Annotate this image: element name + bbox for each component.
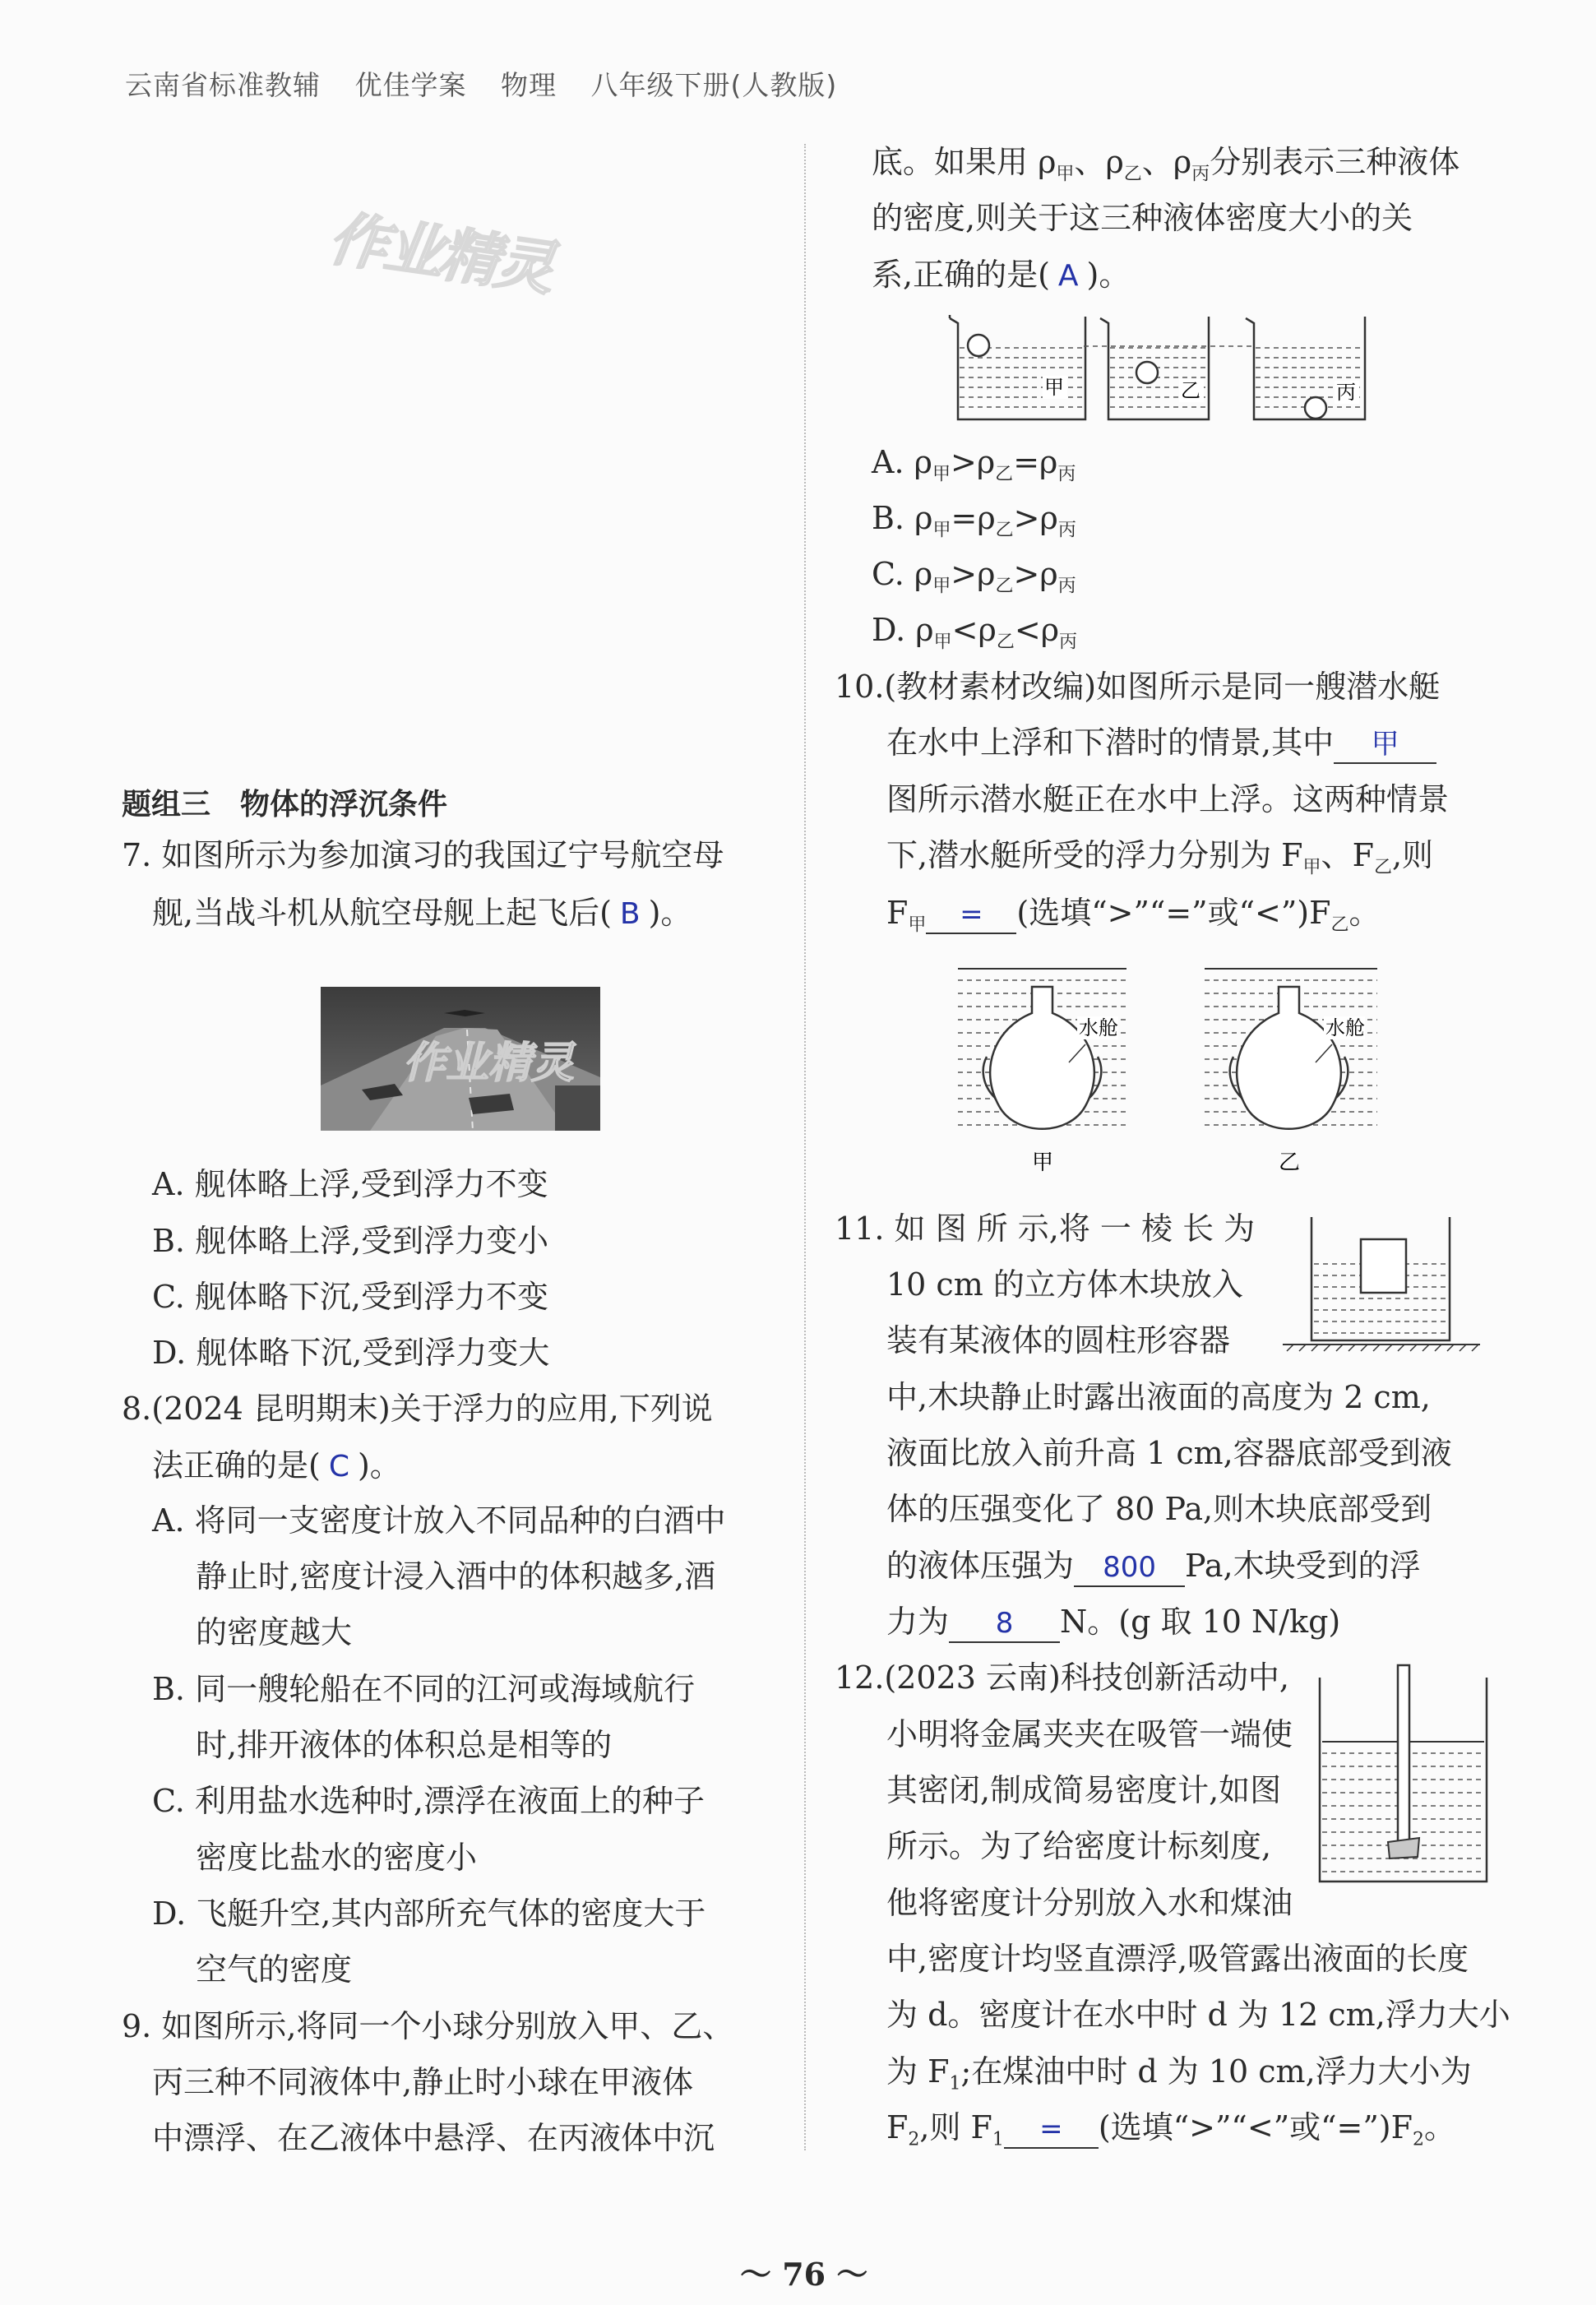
q7-option-a: A. 舰体略上浮,受到浮力不变 [152,1166,548,1202]
q9-option-d: D. $\rho_甲<\rho_乙<\rho_丙$ [872,612,1078,653]
q8-option-d-line1: D. 飞艇升空,其内部所充气体的密度大于 [152,1895,706,1932]
q8-option-a-line2: 静止时,密度计浸入酒中的体积越多,酒 [196,1558,716,1595]
running-header [125,64,862,103]
q10-stem-line4: 下,潜水艇所受的浮力分别为 $F_甲$、$F_乙$,则 [886,837,1434,878]
section-title: 题组三 物体的浮沉条件 [122,788,448,822]
submarine-label-jia: 甲 [1032,1150,1054,1175]
q8-answer: C [328,1450,349,1483]
q12-stem-line1: 12.(2023 云南)科技创新活动中, [835,1659,1289,1696]
carrier-photo [321,987,600,1131]
q10-stem-line2: 在水中上浮和下潜时的情景,其中 甲 [886,720,1436,765]
q12-stem-line3: 其密闭,制成简易密度计,如图 [886,1772,1282,1808]
density-meter-figure [1316,1661,1492,1887]
q12-stem-line4: 所示。为了给密度计标刻度, [886,1828,1272,1864]
q8-option-c-line2: 密度比盐水的密度小 [196,1840,478,1876]
beaker-label-bing: 丙 [1336,381,1356,404]
q12-stem-line6: 中,密度计均竖直漂浮,吸管露出液面的长度 [886,1941,1469,1977]
beakers-figure [946,308,1373,428]
q8-option-d-line2: 空气的密度 [196,1951,353,1988]
q11-stem-line8: 力为 8 N。(g 取 10 N/kg) [886,1599,1340,1644]
beaker-label-yi: 乙 [1181,379,1200,402]
q8-option-b-line2: 时,排开液体的体积总是相等的 [196,1727,613,1763]
q7-stem-line1: 7. 如图所示为参加演习的我国辽宁号航空母 [122,837,724,873]
q8-stem-line1: 8.(2024 昆明期末)关于浮力的应用,下列说 [122,1391,713,1427]
q9-stem-line5: 的密度,则关于这三种液体密度大小的关 [872,200,1413,236]
q7-stem-line2: 舰,当战斗机从航空母舰上起飞后( B )。 [152,895,692,931]
wood-block-figure [1279,1213,1484,1357]
q7-answer: B [619,897,641,931]
q9-option-a: A. $\rho_甲>\rho_乙=\rho_丙$ [872,444,1076,485]
q8-option-b-line1: B. 同一艘轮船在不同的江河或海域航行 [152,1671,696,1707]
q9-stem-line2: 丙三种不同液体中,静止时小球在甲液体 [152,2064,694,2100]
q11-stem-line2: 10 cm 的立方体木块放入 [886,1266,1243,1303]
q12-stem-line7: 为 d。密度计在水中时 d 为 12 cm,浮力大小 [886,1997,1510,2033]
q9-stem-line4: 底。如果用 $\rho_甲$、$\rho_乙$、$\rho_丙$分别表示三种液体 [872,144,1460,185]
q9-answer: A [1057,259,1079,293]
watermark: 作业精灵 [324,203,556,303]
q10-stem-line5: $F_甲$ = (选填“>”“=”或“$<”)F_乙$。 [886,895,1381,936]
q11-stem-line5: 液面比放入前升高 1 cm,容器底部受到液 [886,1435,1452,1471]
q12-stem-line5: 他将密度计分别放入水和煤油 [886,1885,1293,1921]
q10-stem-line1: 10.(教材素材改编)如图所示是同一艘潜水艇 [835,669,1441,705]
q9-stem-line6: 系,正确的是( A )。 [872,257,1131,293]
page-number: ～ 76 ～ [740,2256,868,2293]
q11-stem-line1: 11. 如 图 所 示,将 一 棱 长 为 [835,1210,1256,1247]
q9-option-b: B. $\rho_甲=\rho_乙>\rho_丙$ [872,500,1076,541]
q7-option-d: D. 舰体略下沉,受到浮力变大 [152,1335,550,1371]
q8-stem-line2: 法正确的是( C )。 [152,1447,401,1483]
cabin-label-1: 水舱 [1079,1016,1118,1039]
header-grade: 八年级下册(人教版) [590,69,838,101]
q9-stem-line3: 中漂浮、在乙液体中悬浮、在丙液体中沉 [152,2120,715,2156]
header-series: 云南省标准教辅 [125,69,321,101]
q8-option-a-line1: A. 将同一支密度计放入不同品种的白酒中 [152,1502,726,1539]
q10-blank1[interactable]: 甲 [1334,726,1436,764]
q9-stem-line1: 9. 如图所示,将同一个小球分别放入甲、乙、 [122,2008,734,2044]
photo-watermark: 作业精灵 [403,1039,575,1088]
q7-option-c: C. 舰体略下沉,受到浮力不变 [152,1279,548,1315]
q12-blank[interactable]: = [1004,2111,1099,2149]
q10-blank2[interactable]: = [926,896,1016,934]
q10-stem-line3: 图所示潜水艇正在水中上浮。这两种情景 [886,781,1450,817]
submarine-label-yi: 乙 [1279,1150,1301,1175]
header-subject: 物理 [501,69,557,101]
q9-option-c: C. $\rho_甲>\rho_乙>\rho_丙$ [872,556,1076,597]
q8-option-a-line3: 的密度越大 [196,1614,353,1650]
q11-blank1[interactable]: 800 [1074,1549,1185,1587]
q11-stem-line4: 中,木块静止时露出液面的高度为 2 cm, [886,1379,1431,1415]
q7-option-b: B. 舰体略上浮,受到浮力变小 [152,1223,549,1259]
header-book: 优佳学案 [354,69,467,101]
q11-blank2[interactable]: 8 [949,1605,1060,1643]
beaker-label-jia: 甲 [1044,376,1064,399]
submarine-figure [954,962,1414,1176]
q11-stem-line6: 体的压强变化了 80 Pa,则木块底部受到 [886,1491,1432,1527]
q11-stem-line3: 装有某液体的圆柱形容器 [886,1322,1231,1358]
column-divider [804,144,806,2150]
q11-stem-line7: 的液体压强为 800 Pa,木块受到的浮 [886,1544,1421,1588]
q12-stem-line2: 小明将金属夹夹在吸管一端使 [886,1716,1293,1752]
q8-option-c-line1: C. 利用盐水选种时,漂浮在液面上的种子 [152,1783,705,1819]
q12-stem-line8: 为 $F_1$;在煤油中时 d 为 10 cm,浮力大小为 [886,2053,1472,2094]
q12-stem-line9: $F_2$,则 $F_1$ = (选填“>”“<”或“$=”)F_2$。 [886,2109,1456,2150]
cabin-label-2: 水舱 [1325,1016,1365,1039]
